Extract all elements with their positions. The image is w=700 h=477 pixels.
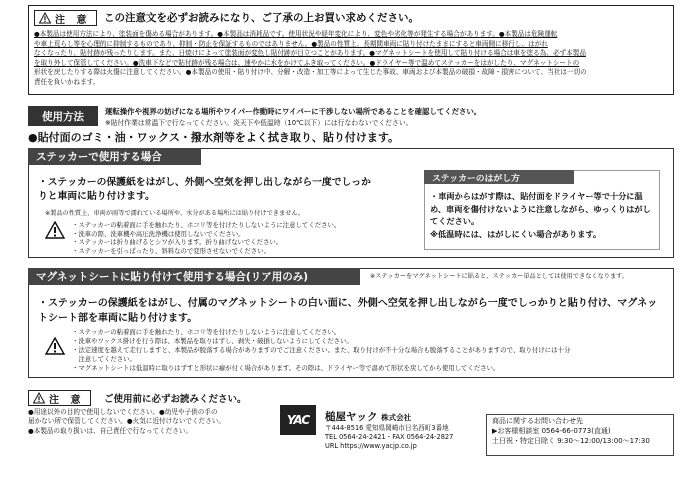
sticker-instruction: ・ステッカーの保護紙をはがし、外側へ空気を押し出しながら一度でしっかりと車両に貼り付けます。 (38, 177, 371, 202)
sticker-cautions (72, 221, 340, 255)
company-name (325, 409, 411, 424)
caution-badge (34, 9, 97, 28)
company-address (325, 424, 453, 451)
usage-line-1: 運転操作や視界の妨げになる場所やワイパー作動時にワイパーに干渉しない場所であることを確認してください。 (105, 107, 482, 116)
address-line: 〒444-8516 愛知県岡崎市日名西町3番地 (325, 424, 449, 432)
bottom-line: ●用途以外の目的で使用しないでください。●幼児や子供の手の (28, 408, 218, 416)
contact-body (492, 417, 650, 446)
magnet-cautions (72, 328, 662, 373)
bottom-body (28, 408, 248, 436)
caution-item: ・ステッカーの粘着面に手を触れたり、ホコリ等を付けたりしないように注意してください。 (72, 221, 341, 229)
top-body-line: 形状を戻したりする際は火傷に注意してください。●本製品の使用・貼り付け中、分解・改造・加工等によって生じた事故、車両および本製品の破損・故障・損害について、当社は一切の (34, 68, 587, 77)
remove-body (430, 190, 654, 240)
tel-line: TEL 0564-24-2421・FAX 0564-24-2827 (325, 433, 454, 441)
url-line: URL https://www.yacjp.co.jp (325, 442, 417, 450)
caution-item: 注意してください。 (72, 355, 136, 363)
top-body-line: や車上荒らし等を心理的に抑制するものであり、抑制・防止を保証するものではありません。●製品の性質上、長期間車両に貼り付けたままにすると車両側に移行し、はがれ (34, 39, 548, 48)
remove-note: ※低温時には、はがしにくい場合があります。 (430, 228, 602, 239)
contact-line: 土日祝・特定日除く 9:30～12:00/13:00～17:30 (492, 436, 650, 445)
magnet-section-title: マグネットシートに貼り付けて使用する場合(リア用のみ) (28, 268, 360, 285)
magnet-title-note: ※ステッカーをマグネットシートに貼ると、ステッカー単品としては使用できなくなります。 (370, 273, 629, 280)
yac-logo: YAC (280, 405, 316, 435)
usage-tag: 使用方法 (28, 106, 98, 126)
sticker-note: ※製品の性質上、車両が雨等で濡れている場所や、水分がある場所には貼り付けできません。 (45, 210, 305, 217)
magnet-instruction: ・ステッカーの保護紙をはがし、付属のマグネットシートの白い面に、外側へ空気を押し出しながら一度でしっかりと貼り付け、マグネットシート部を車両に貼り付けます。 (38, 298, 658, 324)
company-suffix: 株式会社 (381, 413, 412, 422)
clean-instruction: ●貼付面のゴミ・油・ワックス・撥水剤等をよく拭き取り、貼り付けます。 (28, 131, 400, 144)
caution-label: 注 意 (49, 394, 85, 406)
warning-icon (45, 337, 65, 359)
bottom-headline: ご使用前に必ずお読みください。 (104, 394, 247, 405)
bottom-line: 届かない所で保管してください。●火気に近付けないでください。 (28, 417, 225, 426)
top-headline: この注意文を必ずお読みになり、ご了承の上お買い求めください。 (104, 12, 419, 24)
caution-item: ・ステッカーは折り曲げるとシワが入ります。折り曲げないでください。 (72, 238, 283, 247)
caution-item: ・ステッカーの粘着面に手を触れたり、ホコリ等を付けたりしないように注意してください。 (72, 328, 341, 336)
contact-line: 商品に関するお問い合わせ先 (492, 417, 583, 425)
top-body-line: を取り外して保管してください。●洗車下などで貼付跡が残る場合は、速やかに水をかけてふき取ってください。●ドライヤー等で温めてステッカーをはがしたり、マグネットシートの (34, 58, 580, 67)
warning-icon (33, 392, 45, 404)
sticker-section-title: ステッカーで使用する場合 (28, 148, 201, 165)
usage-line-2: ※貼付作業は常温下で行なってください。炎天下や低温時（10℃以下）には行なわないでください。 (105, 119, 413, 127)
top-body-line: 責任を負いかねます。 (34, 77, 100, 86)
warning-icon (39, 12, 51, 24)
contact-line: ▶お客様相談室 0564-66-0773(直通) (492, 426, 611, 435)
bottom-caution-badge (28, 389, 91, 408)
caution-item: ・洗車やワックス掛けを行う際は、本製品を取りはずし、剥失・破損しないようにしてください。 (72, 337, 353, 345)
top-body-line: ●本製品は使用方法により、塗装面を傷める場合があります。●本製品は消耗品です。使用状況や経年変化により、変色や劣化等が発生する場合があります。●本製品は危険運転 (34, 30, 558, 38)
caution-item: ・洗車の際、洗車機や高圧洗浄機は使用しないでください。 (72, 229, 245, 238)
warning-icon (45, 221, 65, 243)
caution-item: ・法定速度を越えて走行しますと、本製品が脱落する場合がありますのでご注意ください。また、取り付けが不十分な場合も脱落することがありますので、取り付けには十分 (72, 346, 571, 354)
caution-item: ・マグネットシートは低温時に取りはずすと形状に癖が付く場合があります。その際は、ドライヤー等で温めて形状を戻してから使用してください。 (72, 364, 500, 372)
bottom-line: ●本製品の取り扱いは、自己責任で行なってください。 (28, 426, 193, 435)
caution-item: ・ステッカーを引っぱったり、斜料なので変形させないでください。 (72, 246, 270, 255)
company-name-main: 槌屋ヤック (325, 411, 378, 423)
remove-instruction: ・車両からはがす際は、貼付面をドライヤー等で十分に温め、車両を傷付けないように注意しながら、ゆっくりはがしてください。 (430, 191, 651, 226)
remove-title: ステッカーのはがし方 (424, 170, 574, 184)
top-body-line: なくなったり、貼付跡が残ったりします。また、日焼けによって塗装面が変色し貼付跡が目立つことがあります。●マグネットシートを使用して貼り付ける場合は車を塗る為、必ず本製品 (34, 49, 586, 58)
top-body (34, 30, 666, 88)
caution-label: 注 意 (55, 14, 91, 26)
